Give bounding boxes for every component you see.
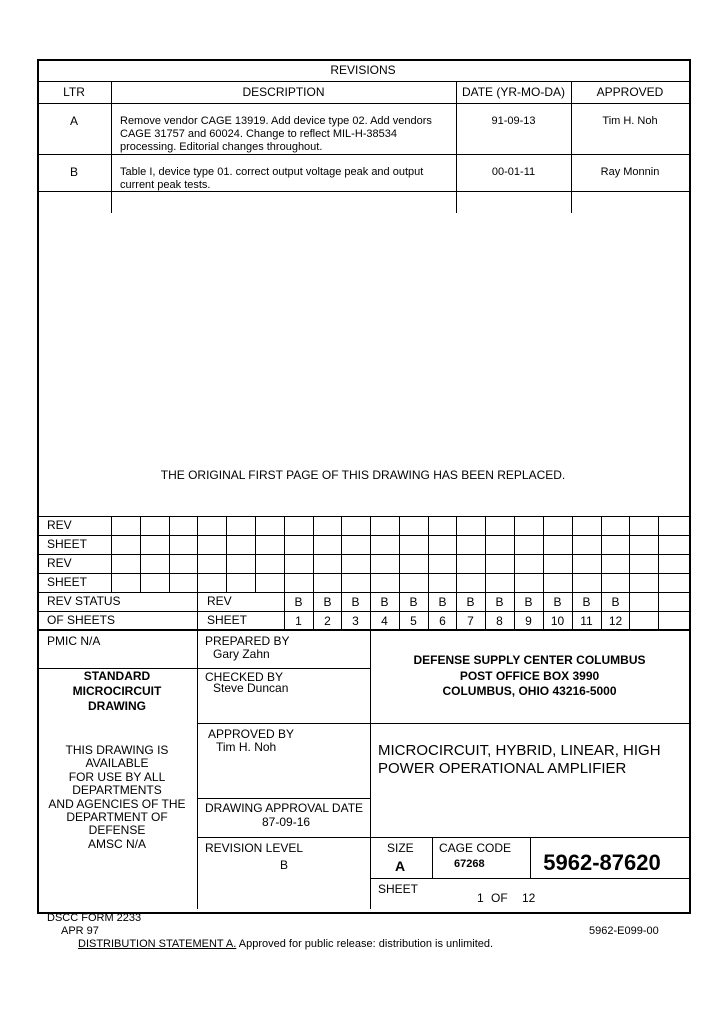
amsc: AMSC N/A bbox=[87, 837, 146, 851]
revision-b-ltr: B bbox=[69, 165, 78, 179]
rev-status-cell: B bbox=[323, 595, 332, 609]
sheet-of: OF bbox=[491, 891, 508, 905]
approved-by: Tim H. Noh bbox=[216, 740, 277, 754]
rev-label-2: REV bbox=[47, 556, 72, 570]
sheet-number-cell: 10 bbox=[550, 614, 565, 628]
revision-b-approved: Ray Monnin bbox=[600, 166, 660, 178]
sheet-number: 1 bbox=[477, 891, 484, 905]
sheet-number-cell: 9 bbox=[525, 614, 532, 628]
rev-status-cell: B bbox=[380, 595, 389, 609]
header-ltr: LTR bbox=[63, 85, 85, 99]
rev-status-cell: B bbox=[466, 595, 475, 609]
rev-status-cell: B bbox=[495, 595, 504, 609]
revision-b-description: Table I, device type 01. correct output voltage peak and output current peak tests. bbox=[120, 166, 424, 191]
header-date: DATE (YR-MO-DA) bbox=[461, 85, 566, 99]
drawing-number: 5962-87620 bbox=[543, 850, 661, 875]
sheet-number-cell: 3 bbox=[352, 614, 359, 628]
doc-code: 5962-E099-00 bbox=[589, 925, 659, 937]
approval-date-label: DRAWING APPROVAL DATE bbox=[205, 801, 364, 815]
drawing-title: MICROCIRCUIT, HYBRID, LINEAR, HIGH POWER OPERATIONAL AMPLIFIER bbox=[378, 742, 661, 777]
rev-status-cell: B bbox=[582, 595, 591, 609]
approval-date: 87-09-16 bbox=[262, 815, 311, 829]
revision-b-date: 00-01-11 bbox=[491, 166, 536, 178]
sheet-number-cell: 4 bbox=[381, 614, 388, 628]
sheet-number-cell: 5 bbox=[410, 614, 417, 628]
size-value: A bbox=[395, 858, 406, 874]
rev-status-label: REV STATUS bbox=[47, 594, 121, 608]
sheet-number-cell: 11 bbox=[580, 614, 593, 628]
rev-status-cell: B bbox=[553, 595, 562, 609]
sheet-number-cell: 8 bbox=[496, 614, 503, 628]
revision-level: B bbox=[280, 858, 289, 872]
rev-status-cell: B bbox=[438, 595, 447, 609]
sheet-number-cell: 7 bbox=[467, 614, 474, 628]
revision-level-label: REVISION LEVEL bbox=[205, 841, 304, 855]
agency-line-2: POST OFFICE BOX 3990 bbox=[459, 669, 600, 683]
sheet-total: 12 bbox=[522, 891, 536, 905]
sheet-label-2: SHEET bbox=[47, 575, 88, 589]
size-label: SIZE bbox=[387, 841, 414, 855]
availability-statement: THIS DRAWING IS AVAILABLE FOR USE BY ALL DEPARTMENTS AND AGENCIES OF THE DEPARTMENT OF DEFENSE bbox=[48, 743, 186, 838]
revisions-title: REVISIONS bbox=[330, 63, 396, 77]
sheet-number-cell: 2 bbox=[324, 614, 331, 628]
revision-a-approved: Tim H. Noh bbox=[602, 115, 658, 127]
distribution-label: DISTRIBUTION STATEMENT A. bbox=[78, 938, 237, 950]
distribution-statement bbox=[78, 938, 493, 951]
form-number: DSCC FORM 2233 bbox=[47, 912, 142, 924]
rev-status-cell: B bbox=[611, 595, 620, 609]
sheet-number-cell: 12 bbox=[608, 614, 623, 628]
header-description: DESCRIPTION bbox=[242, 85, 325, 99]
rev-status-cell: B bbox=[524, 595, 533, 609]
agency-line-3: COLUMBUS, OHIO 43216-5000 bbox=[442, 684, 617, 698]
header-approved: APPROVED bbox=[596, 85, 664, 99]
rev-status-cell: B bbox=[351, 595, 360, 609]
standard-microcircuit-drawing-title: STANDARD MICROCIRCUIT DRAWING bbox=[72, 669, 162, 713]
form-date: APR 97 bbox=[61, 925, 99, 937]
sheet-label: SHEET bbox=[378, 882, 419, 896]
sheet-label-1: SHEET bbox=[47, 537, 88, 551]
prepared-by: Gary Zahn bbox=[213, 647, 270, 661]
sheet-number-cell: 1 bbox=[295, 614, 302, 628]
pmic: PMIC N/A bbox=[47, 634, 101, 648]
sheet-row-label: SHEET bbox=[207, 613, 248, 627]
approved-by-label: APPROVED BY bbox=[208, 727, 295, 741]
rev-status-cell: B bbox=[294, 595, 303, 609]
rev-row-label: REV bbox=[207, 594, 232, 608]
prepared-by-label: PREPARED BY bbox=[205, 634, 290, 648]
rev-status-cell: B bbox=[409, 595, 418, 609]
replaced-note: THE ORIGINAL FIRST PAGE OF THIS DRAWING HAS BEEN REPLACED. bbox=[160, 468, 566, 482]
cage-code-label: CAGE CODE bbox=[439, 841, 512, 855]
of-sheets-label: OF SHEETS bbox=[47, 613, 116, 627]
checked-by: Steve Duncan bbox=[213, 681, 289, 695]
revision-a-date: 91-09-13 bbox=[491, 115, 536, 127]
agency-line-1: DEFENSE SUPPLY CENTER COLUMBUS bbox=[413, 653, 646, 667]
revision-a-ltr: A bbox=[69, 114, 78, 128]
distribution-text: Approved for public release: distribution is unlimited. bbox=[236, 938, 494, 950]
cage-code: 67268 bbox=[454, 858, 485, 870]
sheet-number-cell: 6 bbox=[439, 614, 446, 628]
checked-by-label: CHECKED BY bbox=[205, 670, 284, 684]
rev-label-1: REV bbox=[47, 518, 72, 532]
revision-a-description: Remove vendor CAGE 13919. Add device type 02. Add vendors CAGE 31757 and 60024. Change to reflect MIL-H-38534 processing. Editorial changes throughout. bbox=[120, 115, 432, 153]
